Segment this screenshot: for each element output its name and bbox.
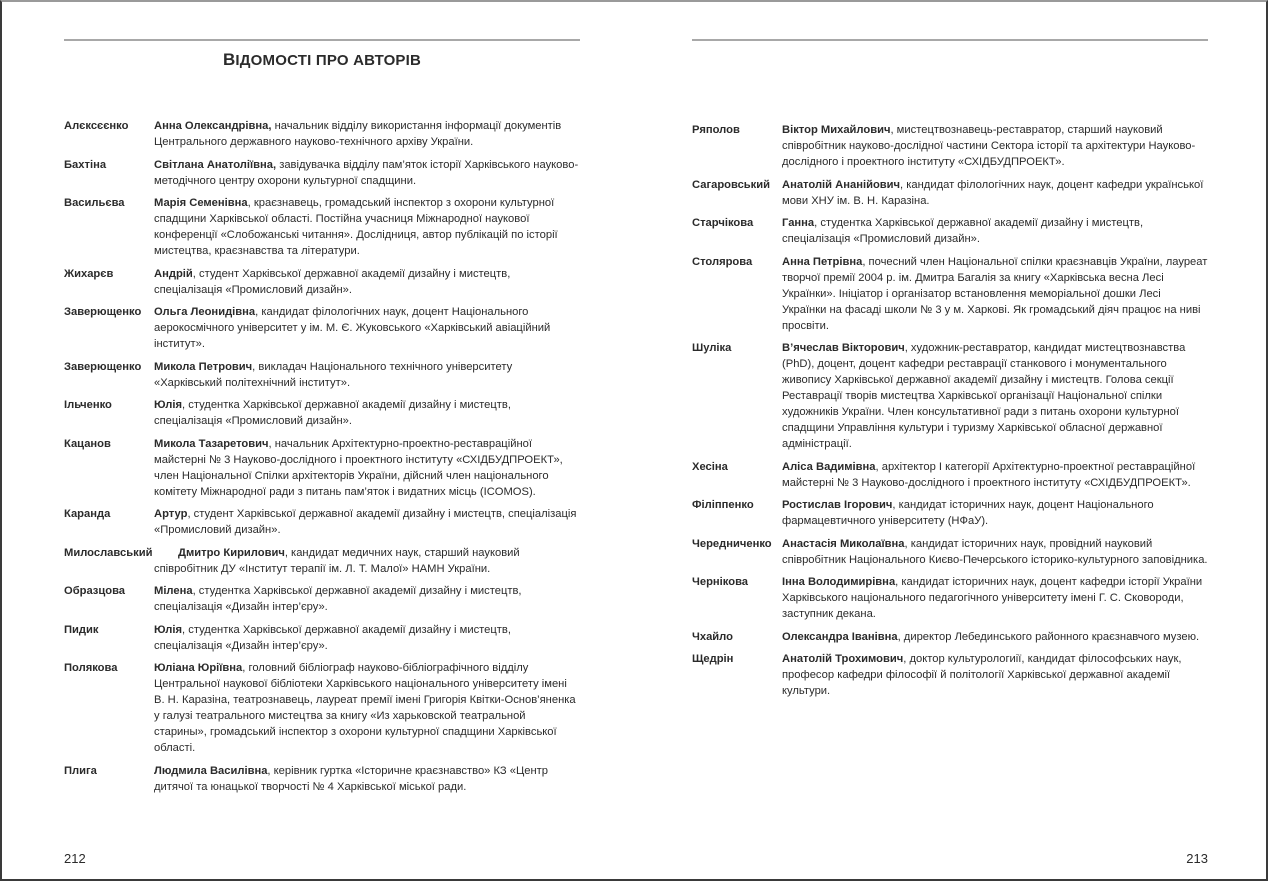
author-bio: , художник-реставратор, кандидат мистецтвознавства (PhD), доцент, доцент кафедри реставрації станкового і монументального живопису Харківської державної академії дизайну і мистецтв. Голова секції Реставрації творів мистецтва Харківської організації Національної спілки художників України. Член консультативної ради з питань охорони культурної спадщини Управління культури і туризму Харківської обласної державної адміністрації. [782,342,1186,450]
author-description [154,545,580,577]
author-surname: Милославський [64,546,153,559]
author-bio: , студентка Харківської державної академії дизайну і мистецтв, спеціалізація «Промисловий дизайн». [154,399,511,427]
author-surname: Чередниченко [692,537,772,550]
author-surname: Столярова [692,255,753,268]
author-description [154,660,580,756]
header-rule [64,39,580,41]
author-bio: , кандидат історичних наук, провідний науковий співробітник Національного Києво-Печерського історико-культурного заповідника. [782,537,1208,566]
author-surname: Плига [64,764,97,777]
author-entry [64,304,580,352]
author-name: Марія Семенівна [154,197,248,209]
author-entry [692,497,1208,529]
author-surname: Заверющенко [64,360,142,373]
author-entry [64,266,580,298]
author-bio: , кандидат філологічних наук, доцент кафедри української мови ХНУ ім. В. Н. Каразіна. [782,178,1204,207]
author-surname: Ряполов [692,124,740,136]
author-description [782,459,1208,491]
author-entry [64,763,580,795]
page-number: 212 [64,851,86,866]
author-entry [692,215,1208,247]
author-entry [64,359,580,391]
author-bio: , кандидат історичних наук, доцент Національного фармацевтичного університету (НФаУ). [782,499,1154,527]
author-entry [692,536,1208,568]
author-description [782,215,1208,247]
author-description [782,122,1208,170]
author-bio: , директор Лебединського районного краєзнавчого музею. [897,630,1200,643]
author-bio: , студентка Харківської державної академії дизайну і мистецтв, спеціалізація «Дизайн інтер’єру». [154,623,511,652]
author-entry [692,459,1208,491]
author-list [692,122,1208,706]
author-surname: Шуліка [692,342,732,354]
author-surname: Ільченко [64,399,112,411]
author-description [782,254,1208,334]
author-name: Аліса Вадимівна [782,460,876,473]
header-rule [692,39,1208,41]
author-description [154,195,580,259]
left-page [64,0,580,881]
author-entry [64,506,580,538]
author-description [154,266,580,298]
author-name: Анастасія Миколаївна [782,537,905,550]
author-entry [64,118,580,150]
author-surname: Каранда [64,508,111,520]
author-bio: , доктор культурологиії, кандидат філософських наук, професор кафедри філософії й політології Харківської державної академії культури. [782,653,1182,697]
author-bio: , почесний член Національної спілки краєзнавців України, лауреат творчої премії 2004 р. ім. Дмитра Багалія за книгу «Харківська весна Лесі Українки». Ініціатор і організатор встановлення меморіальної дошки Лесі Українки на фасаді школи № 3 у м. Харкові. Як громадський діяч працює на ниві просвіти. [782,255,1208,332]
author-description [782,629,1208,645]
author-surname: Жихарєв [64,267,114,280]
author-name: Артур [154,508,188,520]
author-name: Анна Олександрівна, [154,120,272,132]
author-bio: , кандидат філологічних наук, доцент Національного аерокосмічного університет у ім. М. Є. Жуковського «Харківський авіаційний інститут». [154,306,551,350]
author-bio: , краєзнавець, громадський інспектор з охорони культурної спадщини Харківської області. Постійна учасниця Міжнародної наукової конференції «Слобожанські читання». Дослідниця, автор публікацій по історії мистецтва, краєзнавства та літератури. [154,197,558,257]
author-bio: , керівник гуртка «Історичне краєзнавство» КЗ «Центр дитячої та юнацької творчості № 4 Харківської міської ради. [154,764,549,793]
author-description [154,436,580,500]
author-description [782,574,1208,622]
author-name: В’ячеслав Вікторович [782,342,905,354]
author-entry [64,583,580,615]
author-name: Ростислав Ігорович [782,499,893,511]
author-entry [64,157,580,189]
author-entry [692,629,1208,645]
author-bio: , головний бібліограф науково-бібліографічного відділу Центральної наукової бібліотеки Харківського національного університету імені В. Н. Каразіна, театрознавець, лауреат премії імені Григорія Квітки-Основ’яненка у галузі театрального мистецтва за книгу «Из харьковской театральной старины», громадський інспектор з охорони культурної спадщини Харківської області. [154,662,576,754]
author-bio: , викладач Національного технічного університету «Харківський політехнічний інститут». [154,360,513,389]
author-description [782,536,1208,568]
author-name: Андрій [154,267,193,280]
author-list [64,118,580,801]
author-bio: , студент Харківської державної академії дизайну і мистецтв, спеціалізація «Промисловий дизайн». [154,267,511,296]
author-surname: Філіппенко [692,499,754,511]
author-bio: , студент Харківської державної академії дизайну і мистецтв, спеціалізація «Промисловий дизайн». [154,508,577,536]
author-surname: Кацанов [64,437,111,450]
author-bio: , кандидат історичних наук, доцент кафедри історії України Харківського національного педагогічного університету імені Г. С. Сковороди, заступник декана. [782,576,1203,620]
right-page [692,0,1208,881]
author-entry [692,254,1208,334]
author-description [154,397,580,429]
author-bio: , начальник Архітектурно-проектно-реставраційної майстерні № 3 Науково-дослідного і проектного інституту «СХІДБУДПРОЕКТ», член Національної Спілки архітекторів України, дійсний член національного комітету Міжнародної ради з питань пам’яток і видатних місць (ICOMOS). [154,437,563,498]
author-bio: , кандидат медичних наук, старший науковий співробітник ДУ «Інститут терапії ім. Л. Т. Малої» НАМН України. [154,546,520,575]
author-bio: , студентка Харківської державної академії дизайну і мистецтв, спеціалізація «Промисловий дизайн». [782,217,1144,245]
author-name: Ольга Леонидівна [154,306,256,318]
author-entry [692,177,1208,209]
author-description [154,583,580,615]
author-name: Юлія [154,623,183,636]
author-name: Віктор Михайлович [782,124,891,136]
author-name: Інна Володимирівна [782,576,896,588]
page-title: ВІДОМОСТІ ПРО АВТОРІВ [222,50,422,69]
author-description [154,359,580,391]
author-bio: завідувачка відділу пам’яток історії Харківського науково-методічного центру охорони культурної спадщини. [154,158,579,187]
author-name: Світлана Анатоліївна, [154,158,277,171]
author-name: Ганна [782,217,815,229]
author-entry [64,622,580,654]
author-surname: Сагаровський [692,178,771,191]
author-name: Анатолій Ананійович [782,178,901,191]
author-surname: Чхайло [692,630,733,643]
page-number: 213 [1186,851,1208,866]
author-name: Дмитро Кирилович [178,546,285,559]
author-entry [692,122,1208,170]
author-entry [692,340,1208,452]
author-description [782,340,1208,452]
author-entry [692,574,1208,622]
author-surname: Бахтіна [64,158,107,171]
author-surname: Заверющенко [64,306,142,318]
author-name: Юлія [154,399,183,411]
author-description [154,118,580,150]
author-name: Микола Тазаретович [154,437,269,450]
author-description [154,304,580,352]
author-bio: , студентка Харківської державної академії дизайну і мистецтв, спеціалізація «Дизайн інтер’єру». [154,585,522,613]
author-name: Людмила Василівна [154,764,268,777]
author-surname: Чернікова [692,576,749,588]
author-name: Мілена [154,585,193,597]
author-name: Анатолій Трохимович [782,653,904,665]
author-name: Анна Петрівна [782,255,863,268]
author-bio: начальник відділу використання інформації документів Центрального державного науково-технічного архіву України. [154,120,562,148]
author-surname: Полякова [64,662,118,674]
author-surname: Хесіна [692,460,728,473]
author-surname: Образцова [64,585,126,597]
author-entry [64,436,580,500]
author-entry [692,651,1208,699]
author-surname: Алєксєєнко [64,120,129,132]
author-surname: Васильєва [64,197,125,209]
author-entry [64,195,580,259]
author-entry [64,397,580,429]
author-bio: , архітектор І категорії Архітектурно-проектної реставраційної майстерні № 3 Науково-дослідного і проектного інституту «СХІДБУДПРОЕКТ». [782,460,1196,489]
author-description [154,622,580,654]
author-description [782,651,1208,699]
author-description [154,763,580,795]
author-name: Олександра Іванівна [782,630,898,643]
author-description [154,506,580,538]
author-name: Микола Петрович [154,360,253,373]
author-description [782,177,1208,209]
author-entry [64,545,580,577]
author-description [154,157,580,189]
author-surname: Щедрін [692,653,734,665]
author-surname: Старчікова [692,217,754,229]
author-name: Юліана Юріївна [154,662,243,674]
author-entry [64,660,580,756]
author-bio: , мистецтвознавець-реставратор, старший науковий співробітник науково-дослідної частини Сектора історії та архітектури Науково-дослідного і проектного інституту «СХІДБУДПРОЕКТ». [782,124,1196,168]
author-surname: Пидик [64,623,99,636]
author-description [782,497,1208,529]
